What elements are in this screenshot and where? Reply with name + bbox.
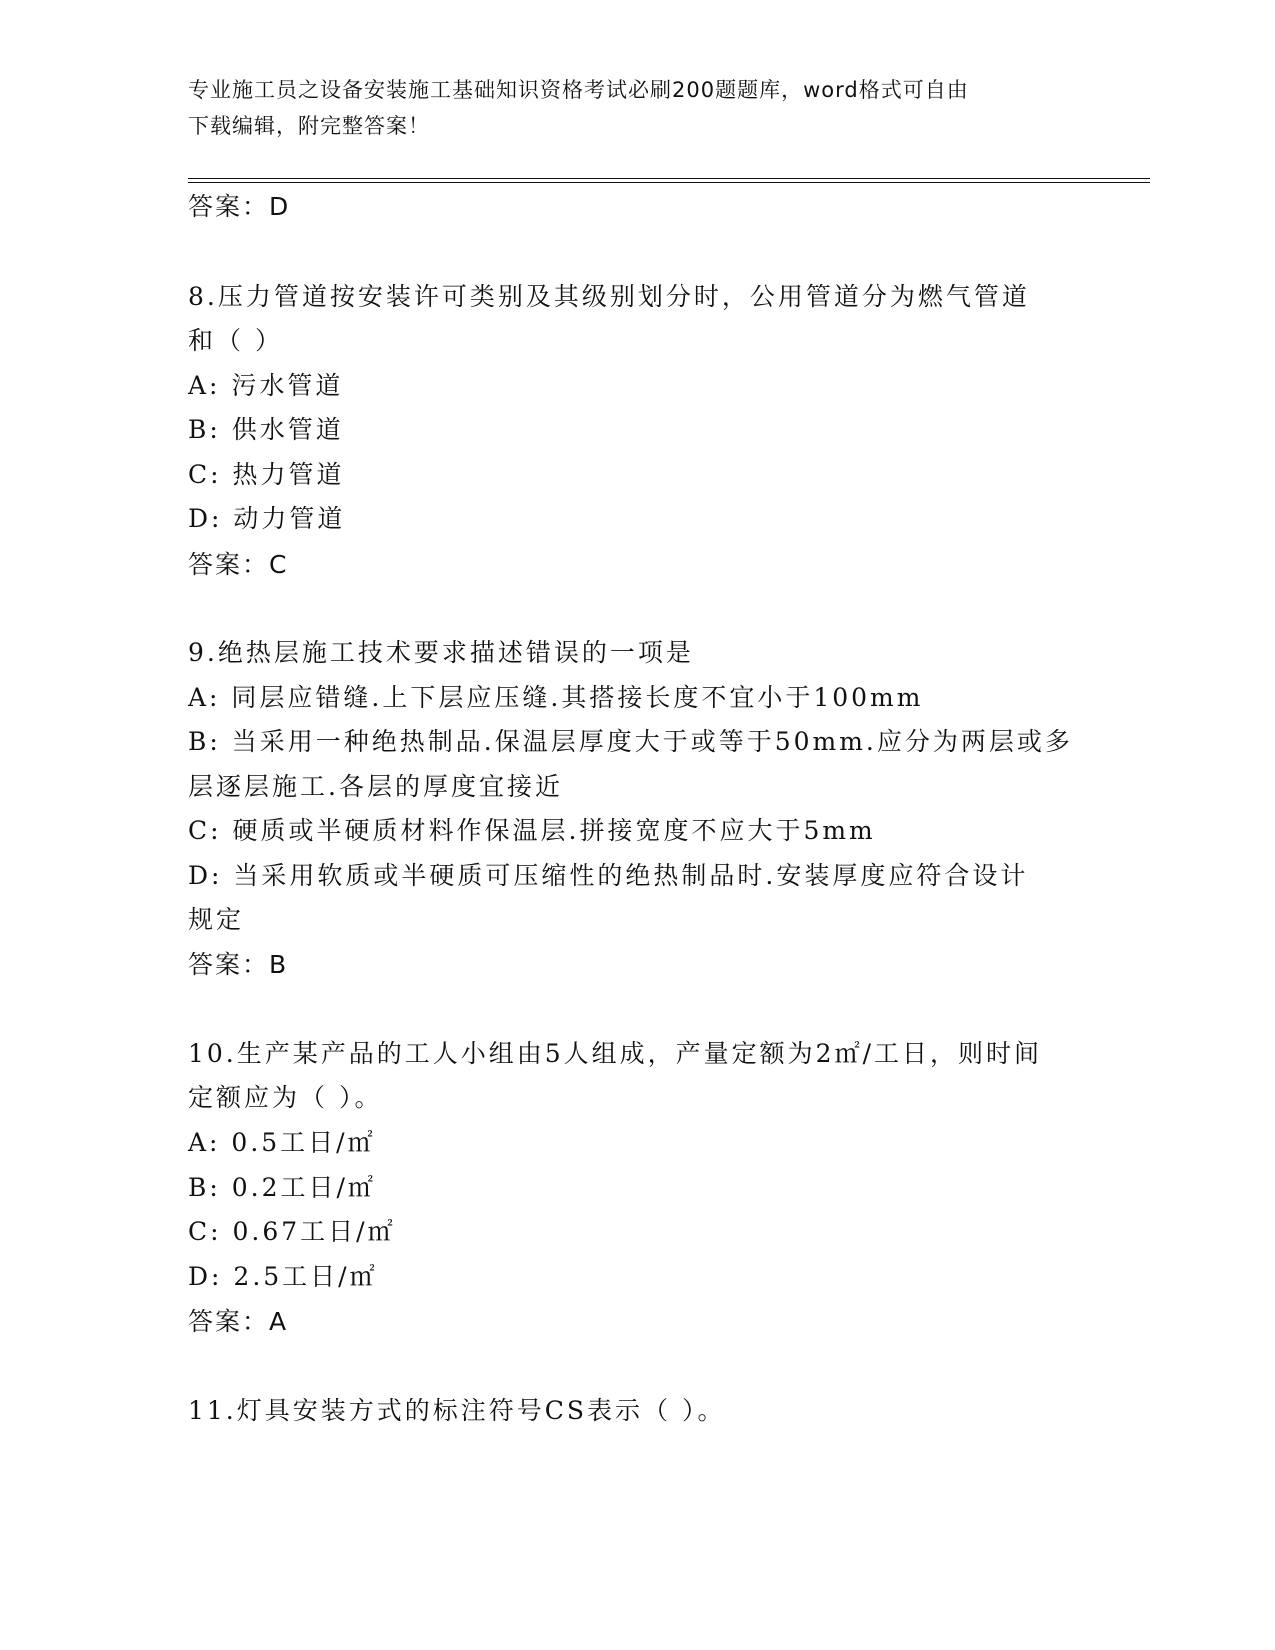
q8-answer: 答案：C — [188, 550, 289, 579]
q9-option-d-line-1: D: 当采用软质或半硬质可压缩性的绝热制品时.安装厚度应符合设计 — [188, 861, 1029, 890]
q9-stem: 9.绝热层施工技术要求描述错误的一项是 — [188, 638, 694, 667]
answer-previous-question: 答案：D — [188, 192, 291, 221]
q10-option-d: D: 2.5工日/㎡ — [188, 1262, 378, 1291]
q9-option-c: C: 硬质或半硬质材料作保温层.拼接宽度不应大于5mm — [188, 816, 876, 845]
header-divider-bottom — [188, 182, 1150, 183]
q8-option-b: B: 供水管道 — [188, 415, 344, 444]
q8-option-c: C: 热力管道 — [188, 460, 345, 489]
q9-answer: 答案：B — [188, 950, 289, 979]
q8-option-a: A: 污水管道 — [188, 371, 344, 400]
q8-option-d: D: 动力管道 — [188, 504, 346, 533]
q10-stem-line-2: 定额应为（ ）。 — [188, 1083, 383, 1112]
q10-option-c: C: 0.67工日/㎡ — [188, 1217, 396, 1246]
document-header — [188, 72, 1088, 144]
q9-option-b-line-2: 层逐层施工.各层的厚度宜接近 — [188, 772, 563, 801]
header-title-line-2: 下载编辑，附完整答案！ — [188, 114, 430, 138]
q10-answer: 答案：A — [188, 1307, 289, 1336]
q8-stem-line-2: 和（ ） — [188, 326, 283, 355]
header-title-line-1: 专业施工员之设备安装施工基础知识资格考试必刷200题题库，word格式可自由 — [188, 78, 969, 102]
q10-stem-line-1: 10.生产某产品的工人小组由5人组成，产量定额为2㎡/工日，则时间 — [188, 1039, 1042, 1068]
q9-option-b-line-1: B: 当采用一种绝热制品.保温层厚度大于或等于50mm.应分为两层或多 — [188, 727, 1073, 756]
q8-stem-line-1: 8.压力管道按安装许可类别及其级别划分时，公用管道分为燃气管道 — [188, 282, 1030, 311]
q9-option-d-line-2: 规定 — [188, 905, 245, 934]
q9-option-a: A: 同层应错缝.上下层应压缝.其搭接长度不宜小于100mm — [188, 683, 924, 712]
header-divider-top — [188, 178, 1150, 179]
q11-stem: 11.灯具安装方式的标注符号CS表示（ ）。 — [188, 1396, 726, 1425]
q10-option-b: B: 0.2工日/㎡ — [188, 1173, 376, 1202]
q10-option-a: A: 0.5工日/㎡ — [188, 1128, 376, 1157]
